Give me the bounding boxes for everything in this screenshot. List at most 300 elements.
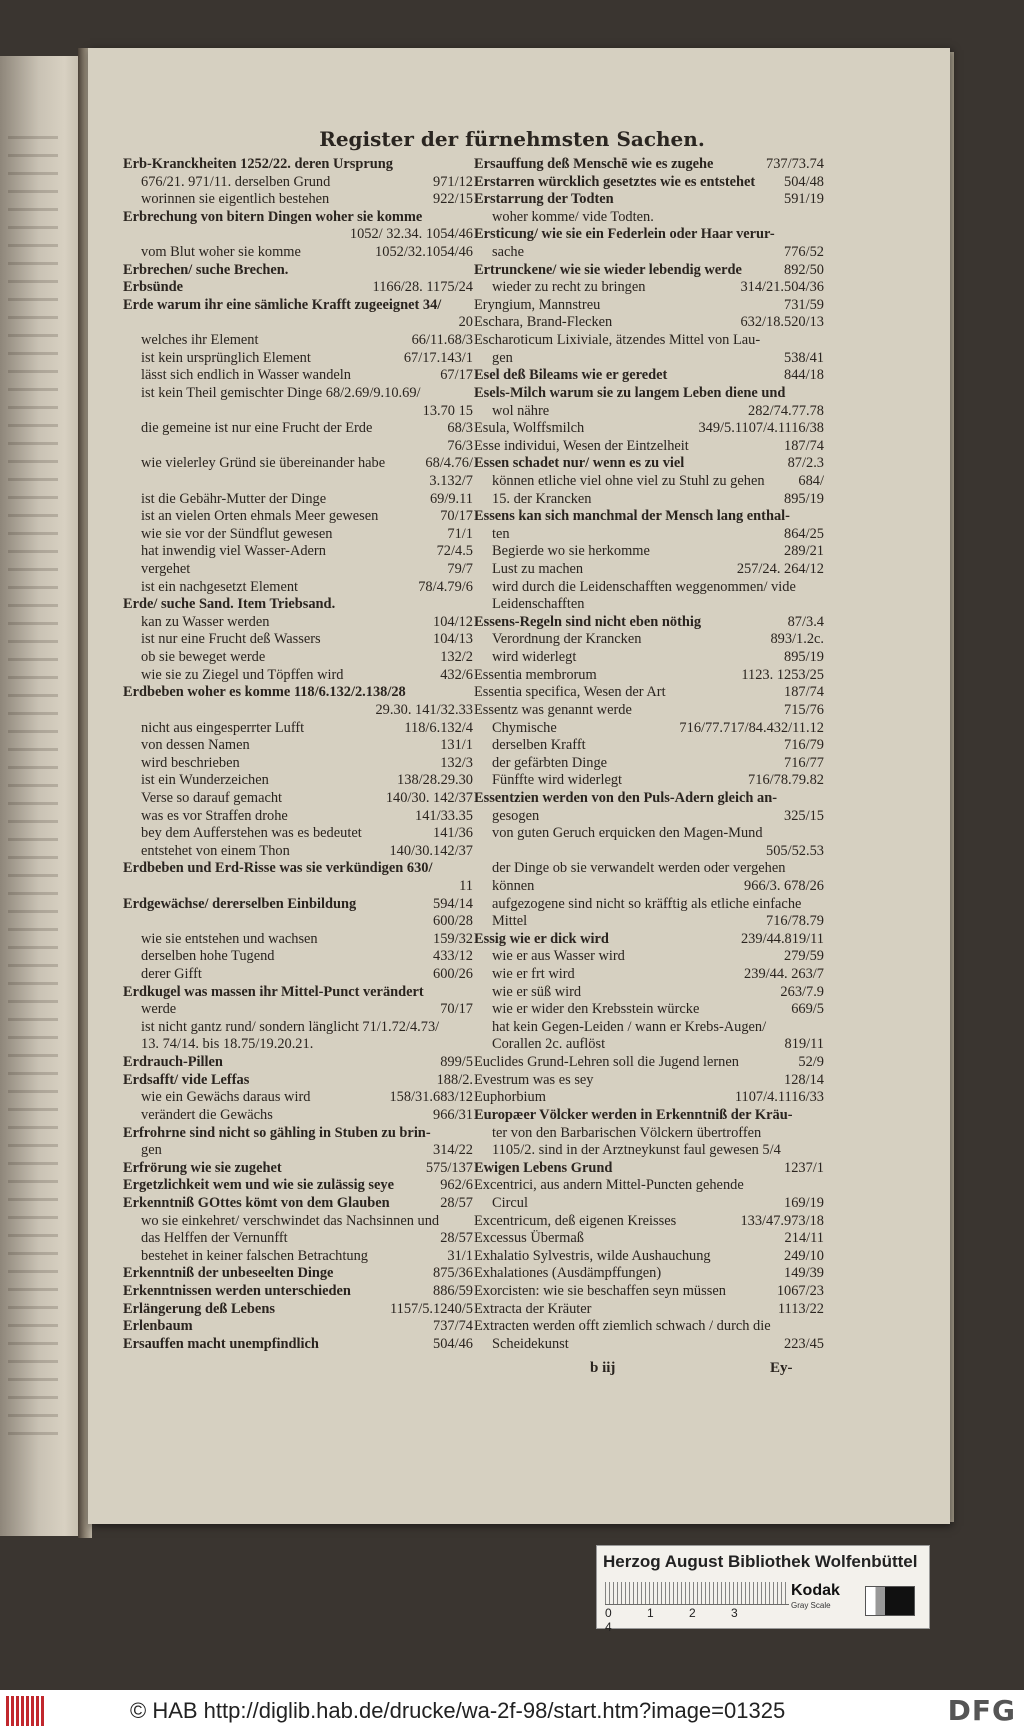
entry-text: Esels-Milch warum sie zu langem Leben diene und [474, 384, 786, 401]
entry-text: von dessen Namen [141, 737, 250, 754]
entry-text: Mittel [492, 913, 528, 930]
entry-text: können [492, 877, 535, 894]
index-entry [474, 438, 824, 456]
index-entry [474, 1283, 824, 1301]
index-entry [123, 367, 473, 385]
entry-text: gen [141, 1142, 162, 1159]
entry-reference: 141/33.35 [415, 807, 473, 824]
entry-reference: 895/19 [784, 490, 824, 507]
entry-reference: 1166/28. 1175/24 [372, 279, 473, 296]
entry-reference: 104/12 [433, 613, 473, 630]
index-entry [123, 825, 473, 843]
index-entry [474, 966, 824, 984]
entry-reference: 72/4.5 [436, 543, 473, 560]
entry-text: Chymische [492, 719, 557, 736]
index-entry [123, 1213, 473, 1231]
entry-text: Fünffte wird widerlegt [492, 772, 623, 789]
index-entry [123, 755, 473, 773]
entry-reference: 29.30. 141/32.33 [375, 701, 473, 718]
index-entry [474, 1213, 824, 1231]
entry-reference: 131/1 [440, 737, 473, 754]
index-entry [474, 737, 824, 755]
index-entry [123, 262, 473, 280]
entry-reference: 966/31 [433, 1106, 473, 1123]
index-entry [474, 913, 824, 931]
entry-reference: 149/39 [784, 1265, 824, 1282]
entry-text: Erfrörung wie sie zugehet [123, 1159, 282, 1176]
index-entry [474, 526, 824, 544]
entry-text: bestehet in keiner falschen Betrachtung [141, 1247, 368, 1264]
entry-reference: 20 [458, 314, 473, 331]
index-entry [474, 631, 824, 649]
entry-text: ob sie beweget werde [141, 649, 266, 666]
entry-text: Erdgewächse/ dererselben Einbildung [123, 895, 357, 912]
entry-reference: 70/17 [440, 1001, 473, 1018]
index-entry [123, 1089, 473, 1107]
entry-reference: 31/1 [447, 1247, 473, 1264]
index-entry [474, 297, 824, 315]
entry-text: lässt sich endlich in Wasser wandeln [141, 367, 351, 384]
dfg-logo: DFG [947, 1694, 1016, 1727]
entry-text: ist kein Theil gemischter Dinge 68/2.69/9.10.69/ [141, 384, 421, 401]
index-entry [474, 790, 824, 808]
index-entry [123, 631, 473, 649]
entry-text: Europæer Völcker werden in Erkenntniß der Kräu- [474, 1106, 793, 1123]
entry-reference: 504/46 [433, 1335, 473, 1352]
index-entry [123, 1195, 473, 1213]
entry-text: wird widerlegt [492, 649, 577, 666]
entry-text: derselben Krafft [492, 737, 586, 754]
entry-text: Erdbeben und Erd-Risse was sie verkündigen 630/ [123, 860, 433, 877]
entry-reference: 223/45 [784, 1335, 824, 1352]
entry-text: Erfrohrne sind nicht so gähling in Stuben zu brin- [123, 1124, 431, 1141]
index-entry [123, 314, 473, 332]
entry-text: ist kein ursprünglich Element [141, 349, 311, 366]
index-entry [474, 1089, 824, 1107]
entry-reference: 669/5 [791, 1001, 824, 1018]
entry-reference: 187/74 [784, 684, 824, 701]
entry-reference: 1107/4.1116/33 [734, 1089, 824, 1106]
entry-text: der gefärbten Dinge [492, 754, 608, 771]
index-entry [123, 649, 473, 667]
index-entry [474, 314, 824, 332]
index-entry [474, 702, 824, 720]
entry-text: die gemeine ist nur eine Frucht der Erde [141, 420, 373, 437]
entry-reference: 899/5 [440, 1054, 473, 1071]
entry-text: Erstarrung der Todten [474, 191, 614, 208]
index-entry [123, 596, 473, 614]
entry-reference: 3.132/7 [429, 472, 473, 489]
index-entry [123, 1301, 473, 1319]
entry-reference: 141/36 [433, 825, 473, 842]
index-entry [474, 367, 824, 385]
index-entry [474, 1019, 824, 1037]
index-entry [123, 279, 473, 297]
entry-reference: 289/21 [784, 543, 824, 560]
entry-text: Exhalatio Sylvestris, wilde Aushauchung [474, 1247, 711, 1264]
entry-text: Esel deß Bileams wie er geredet [474, 367, 668, 384]
entry-text: Erdbeben woher es komme 118/6.132/2.138/28 [123, 684, 406, 701]
entry-text: Essentz was genannt werde [474, 701, 632, 718]
entry-text: Essens kan sich manchmal der Mensch lang enthal- [474, 508, 790, 525]
entry-reference: 892/50 [784, 261, 824, 278]
entry-text: ten [492, 525, 510, 542]
entry-text: wie sie zu Ziegel und Töpffen wird [141, 666, 344, 683]
entry-reference: 716/77.717/84.432/11.12 [679, 719, 824, 736]
entry-text: Erstarren würcklich gesetztes wie es entstehet [474, 173, 756, 190]
index-entry [474, 491, 824, 509]
index-entry [474, 1036, 824, 1054]
index-entry [123, 1265, 473, 1283]
entry-text: Erkenntniß der unbeseelten Dinge [123, 1265, 334, 1282]
entry-reference: 966/3. 678/26 [744, 877, 824, 894]
index-entry [474, 614, 824, 632]
entry-reference: 895/19 [784, 649, 824, 666]
index-entry [123, 191, 473, 209]
library-name: Herzog August Bibliothek Wolfenbüttel [603, 1552, 918, 1571]
index-entry [474, 244, 824, 262]
entry-reference: 737/74 [433, 1318, 473, 1335]
index-entry [123, 438, 473, 456]
index-entry [123, 1107, 473, 1125]
index-entry [123, 332, 473, 350]
index-entry [123, 508, 473, 526]
entry-text: Erb-Kranckheiten 1252/22. deren Ursprung [123, 156, 393, 172]
entry-text: wieder zu recht zu bringen [492, 279, 646, 296]
index-entry [123, 473, 473, 491]
entry-text: hat kein Gegen-Leiden / wann er Krebs-Augen/ [492, 1018, 767, 1035]
entry-text: ist die Gebähr-Mutter der Dinge [141, 490, 327, 507]
entry-reference: 140/30.142/37 [389, 842, 473, 859]
entry-text: 676/21. 971/11. derselben Grund [141, 173, 331, 190]
entry-text: wie sie entstehen und wachsen [141, 930, 318, 947]
entry-reference: 249/10 [784, 1247, 824, 1264]
entry-reference: 600/28 [433, 913, 473, 930]
hab-logo-icon [6, 1696, 44, 1726]
index-entry [474, 1107, 824, 1125]
index-entry [474, 1125, 824, 1143]
entry-text: Erkenntniß GOttes kömt von dem Glauben [123, 1194, 390, 1211]
entry-text: welches ihr Element [141, 332, 259, 349]
entry-text: wie er aus Wasser wird [492, 948, 625, 965]
entry-reference: 279/59 [784, 948, 824, 965]
index-entry [474, 1248, 824, 1266]
entry-text: wie er süß wird [492, 983, 582, 1000]
index-entry [123, 790, 473, 808]
index-entry [123, 614, 473, 632]
index-entry [123, 1177, 473, 1195]
index-entry [474, 808, 824, 826]
entry-text: das Helffen der Vernunfft [141, 1230, 288, 1247]
entry-reference: 971/12 [433, 173, 473, 190]
entry-reference: 1067/23 [776, 1283, 824, 1299]
entry-text: ist ein Wunderzeichen [141, 772, 269, 789]
index-entry [123, 543, 473, 561]
index-entry [123, 1283, 473, 1301]
index-entry [123, 350, 473, 368]
index-entry [474, 896, 824, 914]
index-entry [123, 1336, 473, 1354]
index-entry [123, 385, 473, 403]
entry-text: Esula, Wolffsmilch [474, 420, 585, 437]
entry-text: ist nicht gantz rund/ sondern länglicht 71/1.72/4.73/ [141, 1018, 440, 1035]
entry-text: Ewigen Lebens Grund [474, 1159, 613, 1176]
index-entry [123, 772, 473, 790]
entry-text: Eryngium, Mannstreu [474, 296, 601, 313]
entry-reference: 128/14 [784, 1071, 824, 1088]
entry-reference: 716/78.79.82 [748, 772, 824, 789]
entry-reference: 133/47.973/18 [740, 1212, 824, 1229]
entry-reference: 282/74.77.78 [748, 402, 824, 419]
entry-text: wie sie vor der Sündflut gewesen [141, 525, 333, 542]
index-entry [474, 226, 824, 244]
catchword: Ey- [770, 1360, 793, 1376]
entry-text: Excentrici, aus andern Mittel-Puncten gehende [474, 1177, 744, 1194]
entry-text: Excessus Übermaß [474, 1230, 584, 1247]
entry-reference: 1157/5.1240/5 [389, 1300, 473, 1317]
entry-reference: 169/19 [784, 1194, 824, 1211]
entry-text: Circul [492, 1194, 528, 1211]
entry-text: Ergetzlichkeit wem und wie sie zulässig seye [123, 1177, 394, 1194]
entry-reference: 600/26 [433, 966, 473, 983]
index-entry [123, 1142, 473, 1160]
index-entry [474, 684, 824, 702]
entry-text: wie er frt wird [492, 966, 575, 983]
entry-text: Lust zu machen [492, 561, 584, 578]
index-entry [123, 1230, 473, 1248]
entry-reference: 737/73.74 [766, 156, 824, 172]
entry-reference: 239/44. 263/7 [744, 966, 824, 983]
entry-reference: 716/79 [784, 737, 824, 754]
entry-reference: 844/18 [784, 367, 824, 384]
entry-text: gen [492, 349, 513, 366]
entry-reference: 776/52 [784, 244, 824, 261]
entry-text: Escharoticum Lixiviale, ätzendes Mittel von Lau- [474, 332, 761, 349]
index-entry [123, 209, 473, 227]
entry-text: was es vor Straffen drohe [141, 807, 288, 824]
entry-text: Ersauffen macht unempfindlich [123, 1335, 319, 1352]
entry-reference: 433/12 [433, 948, 473, 965]
entry-text: Erbsünde [123, 279, 183, 296]
entry-text: ist nur eine Frucht deß Wassers [141, 631, 321, 648]
entry-text: Verordnung der Krancken [492, 631, 642, 648]
index-entry [474, 262, 824, 280]
entry-reference: 314/21.504/36 [740, 279, 824, 296]
entry-reference: 52/9 [798, 1054, 824, 1071]
entry-reference: 159/32 [433, 930, 473, 947]
entry-text: 13. 74/14. bis 18.75/19.20.21. [141, 1036, 314, 1053]
entry-text: Begierde wo sie herkomme [492, 543, 650, 560]
index-entry [123, 579, 473, 597]
entry-text: Erde/ suche Sand. Item Triebsand. [123, 596, 336, 613]
entry-text: Exorcisten: wie sie beschaffen seyn müssen [474, 1283, 726, 1299]
entry-text: vergehet [141, 561, 191, 578]
page-header: Register der fürnehmsten Sachen. [319, 127, 705, 151]
index-entry [123, 720, 473, 738]
entry-text: Excentricum, deß eigenen Kreisses [474, 1212, 677, 1229]
entry-reference: 138/28.29.30 [397, 772, 473, 789]
index-entry [123, 455, 473, 473]
index-entry [123, 174, 473, 192]
footer-bar [0, 1690, 1024, 1732]
index-entry [474, 878, 824, 896]
index-entry [474, 755, 824, 773]
entry-reference: 893/1.2c. [770, 631, 824, 648]
signature-mark: b iij [590, 1360, 616, 1376]
entry-reference: 922/15 [433, 191, 473, 208]
index-entry [474, 279, 824, 297]
footer-link[interactable]: © HAB http://diglib.hab.de/drucke/wa-2f-98/start.htm?image=01325 [130, 1698, 786, 1723]
entry-text: Essentia membrorum [474, 666, 597, 683]
index-entry [123, 526, 473, 544]
entry-reference: 87/3.4 [787, 613, 824, 630]
entry-text: wird durch die Leidenschafften weggenommen/ vide [492, 578, 796, 595]
index-entry [123, 1054, 473, 1072]
index-entry [474, 1195, 824, 1213]
index-entry [474, 1001, 824, 1019]
entry-text: wo sie einkehret/ verschwindet das Nachsinnen und [141, 1212, 440, 1229]
entry-reference: 1052/ 32.34. 1054/46 [349, 226, 473, 243]
entry-reference: 132/2 [440, 649, 473, 666]
index-entry [123, 843, 473, 861]
entry-text: derer Gifft [141, 966, 202, 983]
entry-reference: 140/30. 142/37 [385, 789, 473, 806]
index-entry [474, 1072, 824, 1090]
entry-reference: 886/59 [433, 1283, 473, 1299]
index-entry [123, 491, 473, 509]
entry-text: können etliche viel ohne viel zu Stuhl zu gehen [492, 472, 765, 489]
entry-reference: 1113/22 [777, 1300, 824, 1317]
entry-reference: 28/57 [440, 1230, 473, 1247]
index-entry [123, 684, 473, 702]
index-entry [474, 667, 824, 685]
index-entry [474, 455, 824, 473]
entry-reference: 1052/32.1054/46 [375, 244, 473, 261]
index-entry [474, 403, 824, 421]
index-entry [123, 667, 473, 685]
entry-text: ist an vielen Orten ehmals Meer gewesen [141, 508, 379, 525]
entry-reference: 79/7 [447, 561, 473, 578]
entry-text: Erlenbaum [123, 1318, 193, 1335]
entry-text: Euclides Grund-Lehren soll die Jugend lernen [474, 1054, 739, 1071]
index-entry [474, 332, 824, 350]
index-entry [474, 508, 824, 526]
index-entry [123, 1001, 473, 1019]
index-entry [474, 209, 824, 227]
entry-reference: 78/4.79/6 [418, 578, 473, 595]
entry-reference: 69/9.11 [429, 490, 473, 507]
entry-text: wie ein Gewächs daraus wird [141, 1089, 311, 1106]
entry-text: Extracta der Kräuter [474, 1300, 592, 1317]
entry-reference: 67/17.143/1 [403, 349, 473, 366]
entry-text: Eschara, Brand-Flecken [474, 314, 613, 331]
entry-reference: 716/77 [784, 754, 824, 771]
entry-text: Erbrechung von bitern Dingen woher sie komme [123, 208, 423, 225]
index-entry [474, 984, 824, 1002]
index-entry [123, 702, 473, 720]
entry-reference: 325/15 [784, 807, 824, 824]
entry-reference: 132/3 [440, 754, 473, 771]
index-entry [474, 596, 824, 614]
index-entry [123, 860, 473, 878]
entry-reference: 349/5.1107/4.1116/38 [698, 420, 824, 437]
entry-reference: 28/57 [440, 1194, 473, 1211]
entry-reference: 118/6.132/4 [404, 719, 473, 736]
entry-reference: 239/44.819/11 [740, 930, 824, 947]
index-entry [123, 1160, 473, 1178]
entry-reference: 314/22 [433, 1142, 473, 1159]
entry-reference: 67/17 [440, 367, 473, 384]
entry-text: von guten Geruch erquicken den Magen-Mund [492, 825, 763, 842]
entry-text: nicht aus eingesperrter Lufft [141, 719, 305, 736]
index-entry [474, 385, 824, 403]
index-entry [474, 1160, 824, 1178]
index-entry [474, 1265, 824, 1283]
entry-text: Extracten werden offt ziemlich schwach / durch die [474, 1318, 771, 1335]
index-entry [123, 984, 473, 1002]
library-color-card [596, 1545, 930, 1634]
entry-text: Evestrum was es sey [474, 1071, 594, 1088]
entry-text: wird beschrieben [141, 754, 240, 771]
entry-text: Exhalationes (Ausdämpffungen) [474, 1265, 662, 1282]
entry-reference: 504/48 [784, 173, 824, 190]
entry-reference: 187/74 [784, 437, 824, 454]
index-entry [123, 878, 473, 896]
index-entry [474, 772, 824, 790]
entry-reference: 13.70 15 [422, 402, 473, 419]
entry-text: 15. der Krancken [492, 490, 592, 507]
entry-text: Erdrauch-Pillen [123, 1054, 223, 1071]
entry-text: kan zu Wasser werden [141, 613, 270, 630]
index-entry [474, 1301, 824, 1319]
entry-text: Ertrunckene/ wie sie wieder lebendig werde [474, 261, 742, 278]
index-entry [123, 403, 473, 421]
index-entry [123, 931, 473, 949]
entry-reference: 505/52.53 [766, 842, 824, 859]
entry-reference: 962/6 [440, 1177, 473, 1194]
left-column [123, 156, 473, 1353]
entry-reference: 432/6 [440, 666, 473, 683]
index-entry [474, 1142, 824, 1160]
index-entry [474, 350, 824, 368]
entry-text: vom Blut woher sie komme [141, 244, 301, 261]
right-column [474, 156, 824, 1353]
entry-text: werde [141, 1001, 177, 1018]
entry-text: worinnen sie eigentlich bestehen [141, 191, 330, 208]
entry-text: woher komme/ vide Todten. [492, 208, 654, 225]
entry-reference: 1123. 1253/25 [741, 666, 824, 683]
entry-text: Erdkugel was massen ihr Mittel-Punct verändert [123, 983, 424, 1000]
entry-text: Scheidekunst [492, 1335, 569, 1352]
index-entry [123, 808, 473, 826]
index-entry [123, 1318, 473, 1336]
entry-text: Essig wie er dick wird [474, 930, 609, 947]
entry-text: Euphorbium [474, 1089, 546, 1106]
index-entry [123, 896, 473, 914]
index-entry [123, 737, 473, 755]
entry-reference: 819/11 [784, 1036, 824, 1053]
index-entry [474, 1336, 824, 1354]
index-entry [474, 543, 824, 561]
index-entry [123, 297, 473, 315]
entry-reference: 188/2. [436, 1071, 473, 1088]
entry-text: wie vielerley Gründ sie übereinander habe [141, 455, 386, 472]
index-entry [474, 420, 824, 438]
entry-text: Ersticung/ wie sie ein Federlein oder Haar verur- [474, 226, 775, 243]
entry-text: Erkenntnissen werden unterschieden [123, 1283, 351, 1299]
entry-reference: 71/1 [447, 525, 473, 542]
entry-reference: 11 [459, 877, 473, 894]
